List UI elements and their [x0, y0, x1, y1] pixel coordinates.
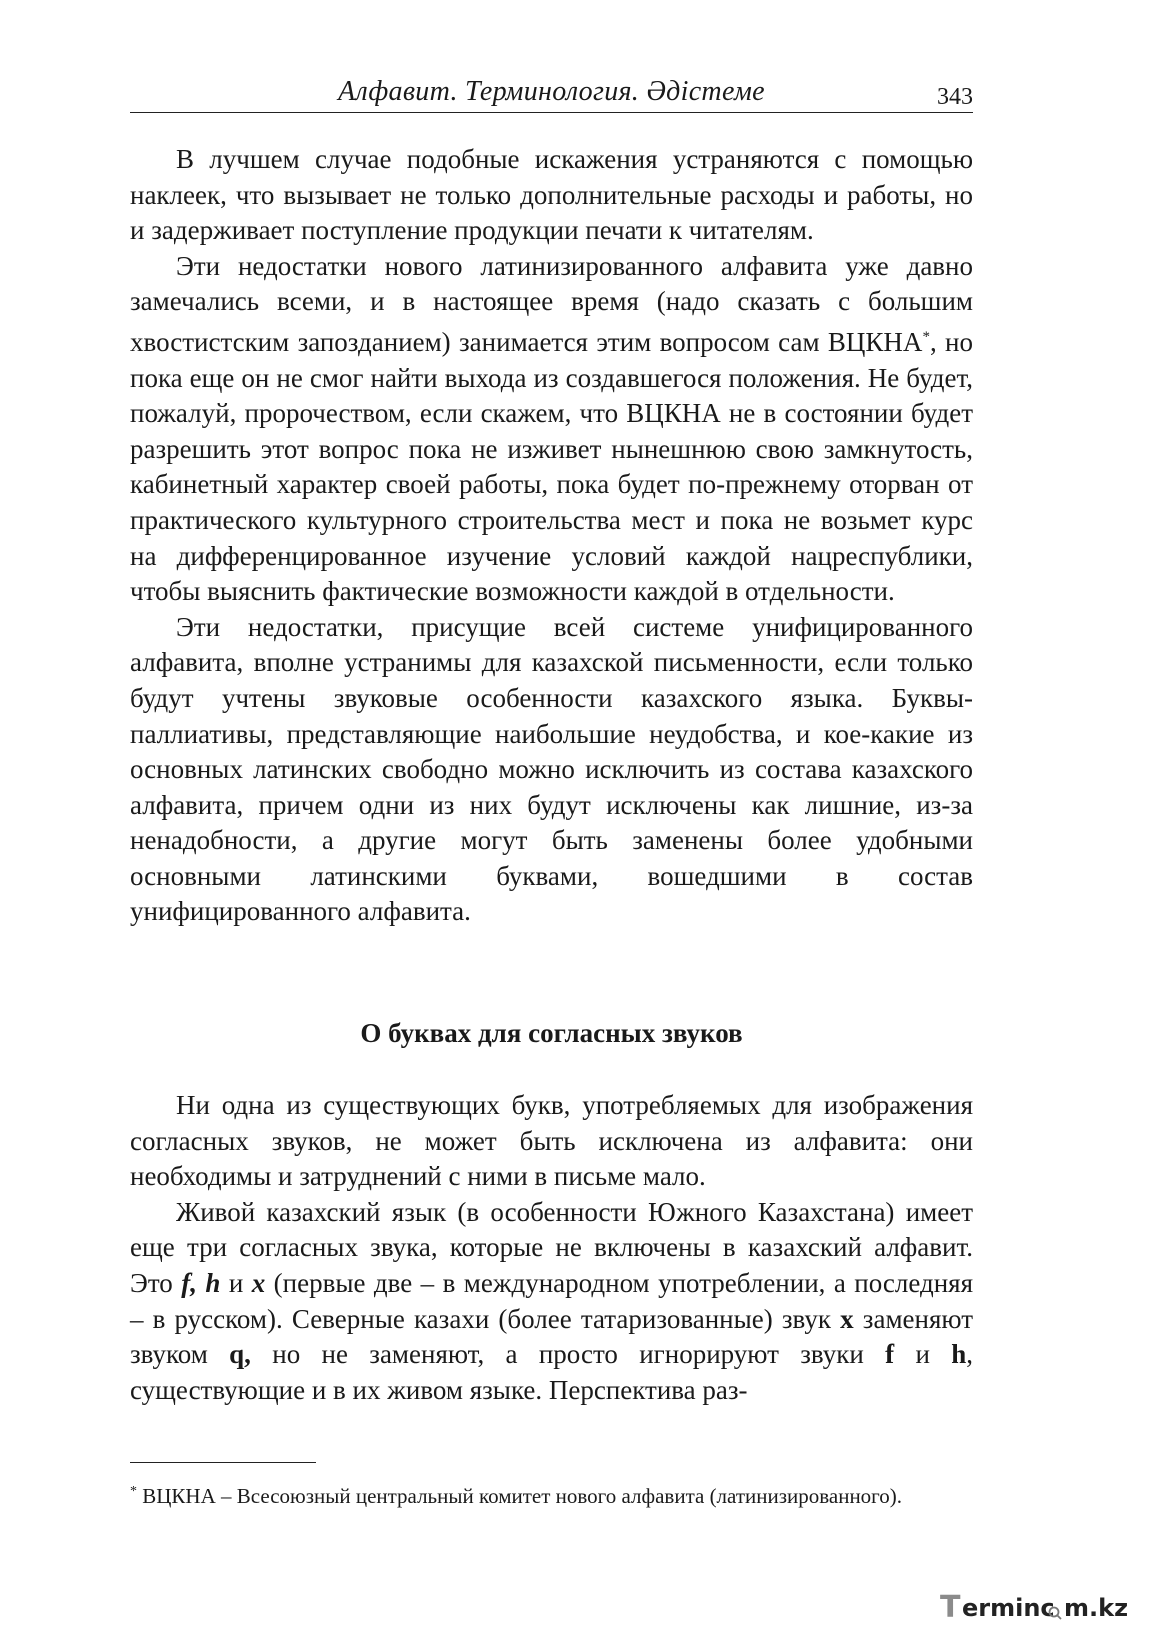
text-run: и [894, 1339, 952, 1370]
footnote [130, 1478, 973, 1510]
paragraph-1: В лучшем случае подобные искажения устраняются с помощью наклеек, что вызывает не только дополнительные расходы и работы, но и задерживает поступление продукции печати к читателям. [130, 144, 973, 246]
paragraph-2 [130, 249, 973, 610]
watermark-domain: m.kz [1064, 1594, 1129, 1622]
magnifier-icon [1048, 1606, 1062, 1620]
watermark-logo[interactable] [940, 1588, 1140, 1628]
letter-x: x [251, 1267, 266, 1298]
page-header [130, 72, 973, 113]
footnote-separator [130, 1462, 316, 1463]
body-text [130, 142, 973, 930]
footnote-text: ВЦКНА – Всесоюзный центральный комитет нового алфавита (латинизированного). [137, 1484, 903, 1508]
footnote-reference[interactable]: * [922, 328, 930, 345]
text-run: заменяют звуком [130, 1303, 974, 1370]
letter-f-h: f, h [181, 1267, 221, 1298]
text-run: и [220, 1267, 252, 1298]
paragraph-5 [130, 1195, 973, 1409]
watermark-text: erminc [962, 1594, 1055, 1622]
footnote-mark: * [130, 1484, 137, 1499]
watermark-letter: T [940, 1590, 961, 1625]
section-body [130, 1088, 973, 1408]
paragraph-2-start: Эти недостатки нового латинизированного алфавита уже давно замечались всеми, и в настоящее время (надо сказать с большим хвостистским запозданием) занимается этим вопросом сам ВЦКНА [130, 250, 973, 357]
section-title: О буквах для согласных звуков [360, 1018, 743, 1048]
letter-f-bold: f [885, 1339, 895, 1370]
page-number: 343 [937, 84, 973, 110]
letter-q-bold: q, [229, 1339, 251, 1370]
letter-h-bold: h [951, 1339, 967, 1370]
running-head: Алфавит. Терминология. Әдістеме [338, 76, 765, 107]
paragraph-3: Эти недостатки, присущие всей системе унифицированного алфавита, вполне устранимы для казахской письменности, если только будут учтены звуковые особенности казахского языка. Буквы-паллиативы, представляющие наибольшие неудобства, и кое-какие из основных латинских свободно можно исключить из состава казахского алфавита, причем одни из них будут исключены как лишние, из-за ненадобности, а другие могут быть заменены более удобными основными латинскими буквами, вошедшими в состав унифицированного алфавита. [130, 611, 973, 927]
paragraph-2-end: , но пока еще он не смог найти выхода из создавшегося положения. Не будет, пожалуй, пророчеством, если скажем, что ВЦКНА не в состоянии будет разрешить этот вопрос пока не изживет нынешнюю свою замкнутость, кабинетный характер своей работы, пока будет по-прежнему оторван от практического культурного строительства мест и пока не возьмет курс на дифференцированное изучение условий каждой нацреспублики, чтобы выяснить фактические возможности каждой в отдельности. [130, 326, 973, 607]
text-run: но не заменяют, а просто игнорируют звуки [250, 1339, 886, 1370]
letter-x-bold: x [840, 1303, 854, 1334]
text-run: , существующие и в их живом языке. Перспектива раз- [130, 1339, 974, 1405]
paragraph-4: Ни одна из существующих букв, употребляемых для изображения согласных звуков, не может быть исключена из алфавита: они необходимы и затруднений с ними в письме мало. [130, 1090, 973, 1192]
text-run: Живой казахский язык (в особенности Южного Казахстана) имеет еще три согласных звука, которые не включены в казахский алфавит. Это [130, 1196, 973, 1298]
text-run: (первые две – в международном употреблении, а последняя – в русском). Северные казахи (более татаризованные) звук [130, 1267, 973, 1334]
